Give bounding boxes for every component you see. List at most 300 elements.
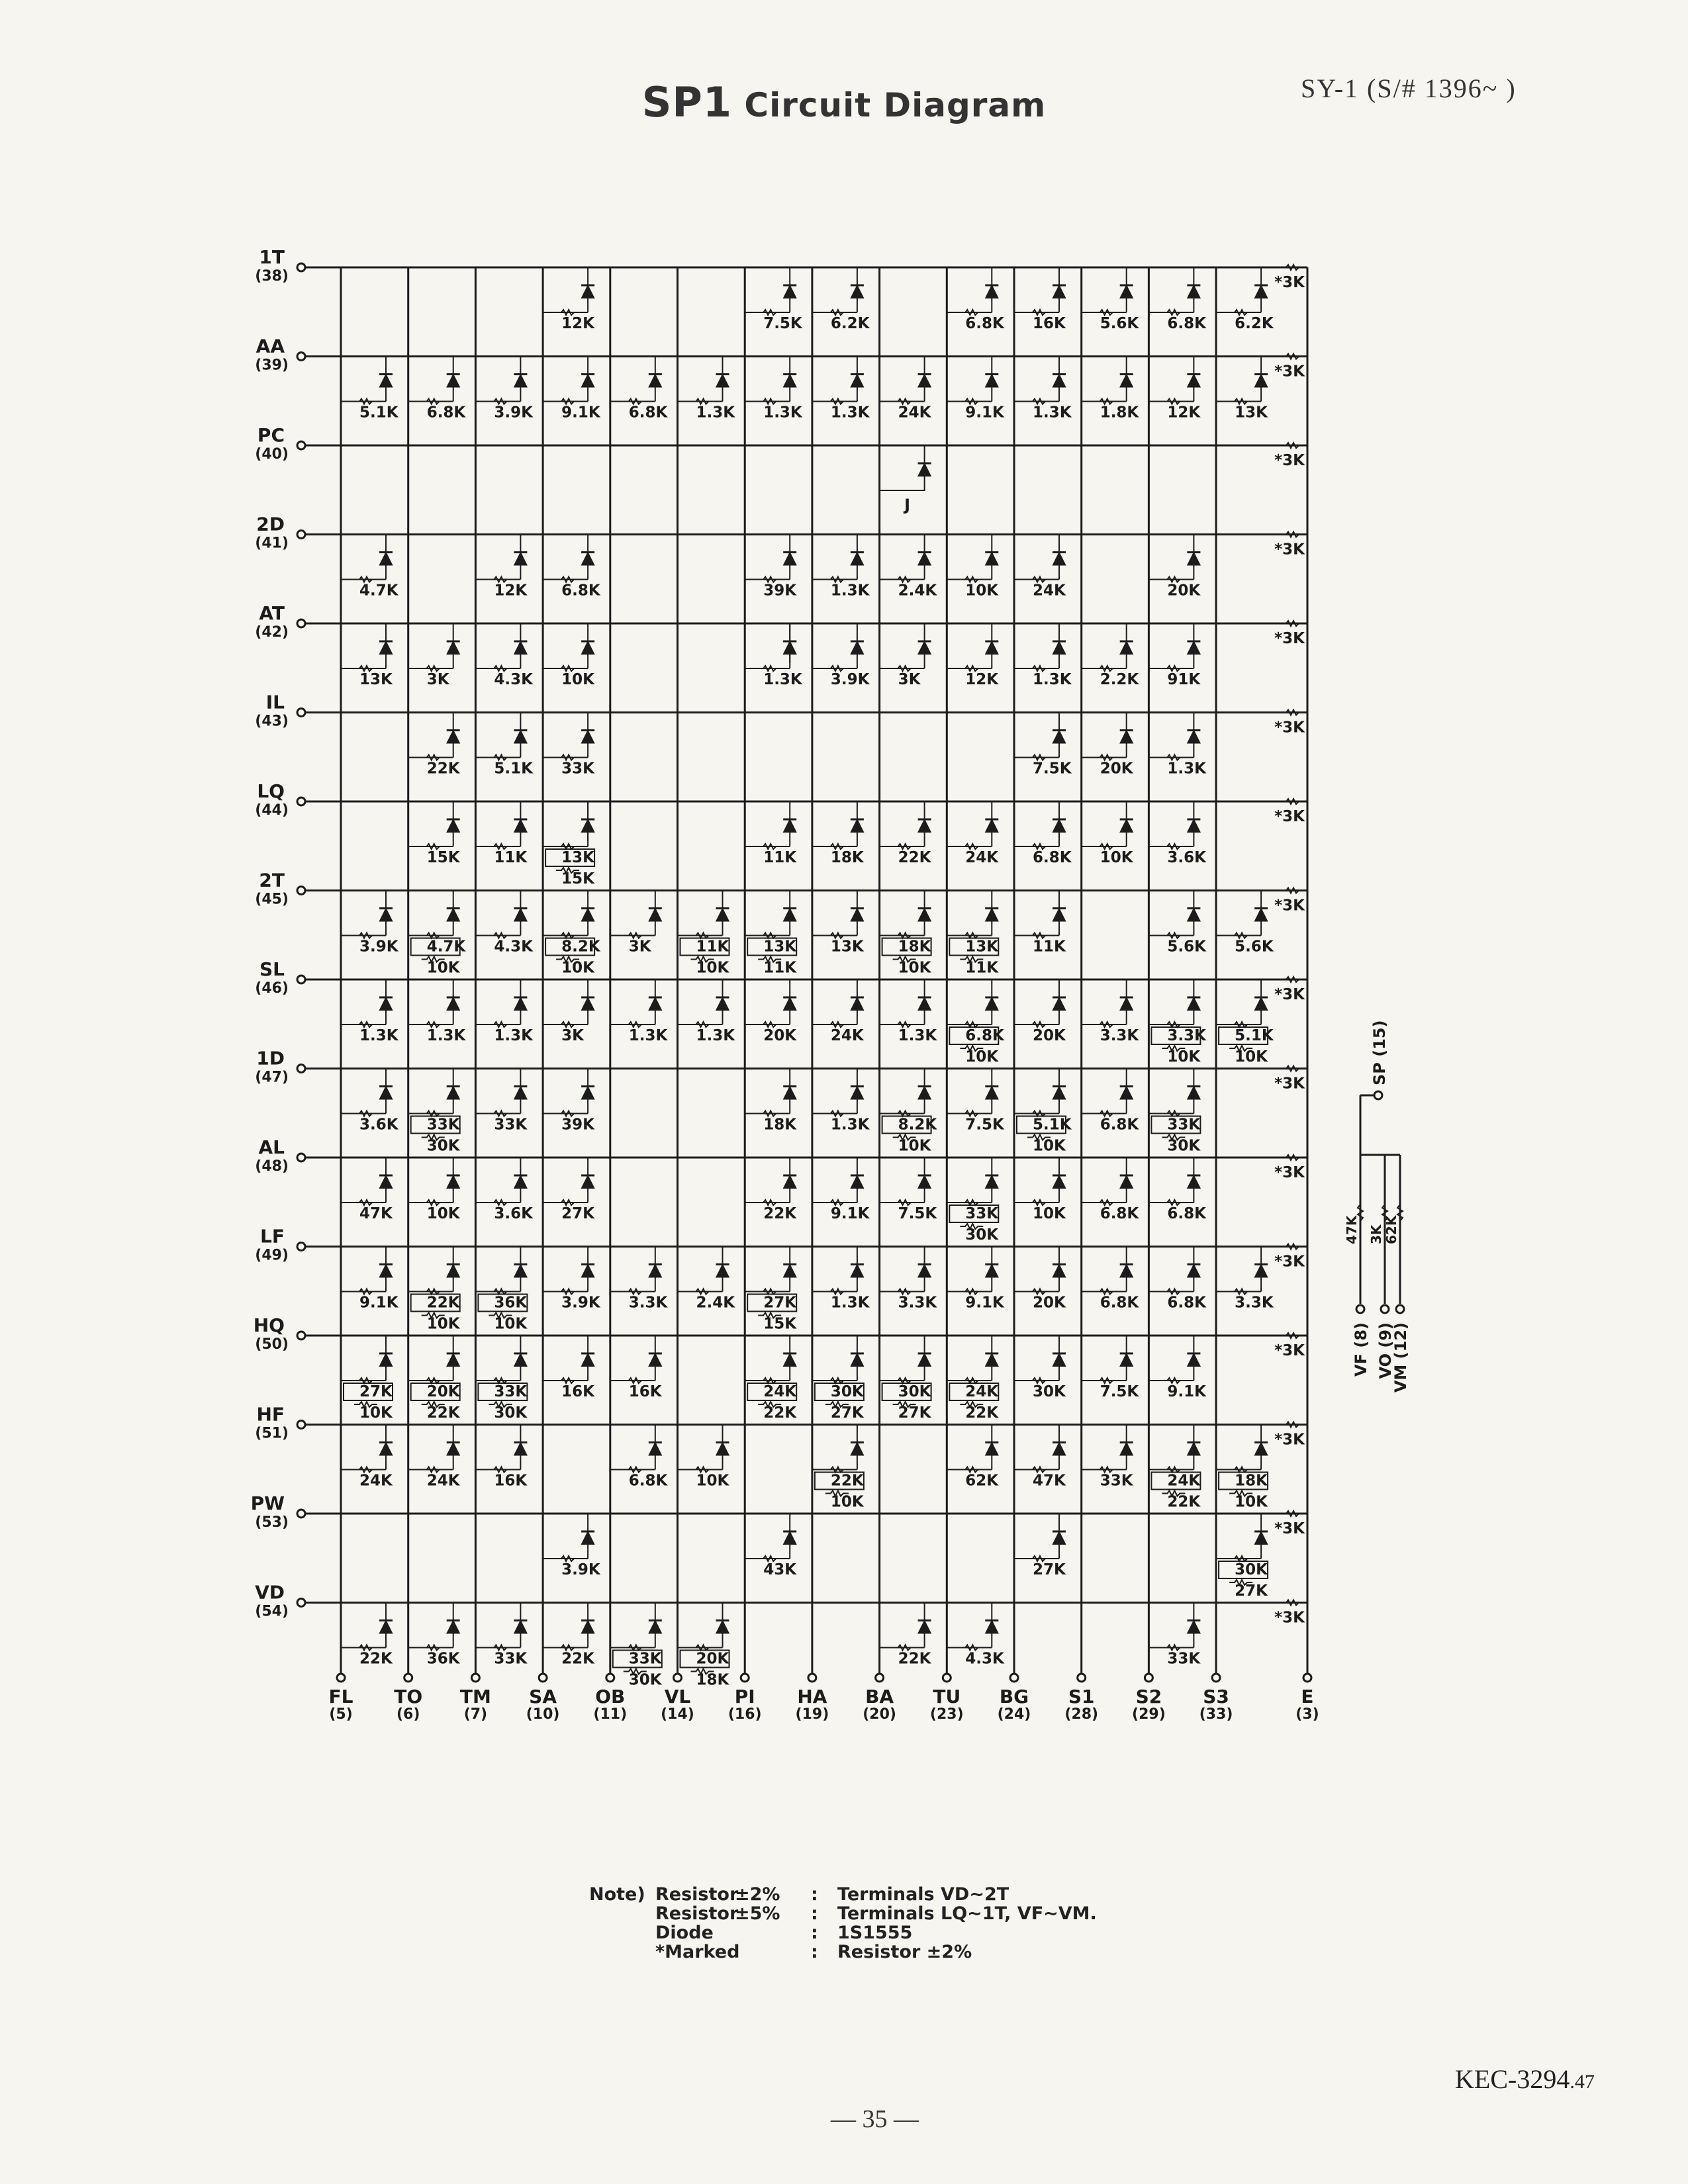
resistor-symbol (1027, 1022, 1051, 1027)
resistor-symbol (1229, 933, 1252, 938)
diode (783, 997, 796, 1010)
resistor-symbol (556, 844, 579, 849)
cell-sl-bg (1014, 979, 1059, 1024)
cell-aa-ob (610, 357, 655, 402)
diode (1053, 553, 1066, 565)
side-resistor-label: 62K (1383, 1215, 1399, 1244)
resistor-value: 33K (561, 760, 594, 778)
resistor-symbol (825, 1378, 849, 1383)
resistor-value: 3.9K (561, 1294, 600, 1312)
resistor-value: 12K (965, 671, 999, 688)
star-resistor-label: *3K (1274, 808, 1305, 825)
resistor-value: 24K (898, 404, 931, 422)
row-pin-vd: (54) (255, 1603, 289, 1620)
resistor-value: 24K (763, 1383, 797, 1400)
resistor-symbol (1095, 1111, 1118, 1116)
cell-aa-ha (812, 357, 857, 402)
diode (581, 641, 594, 654)
diode (783, 1265, 796, 1277)
resistor-value: 1.3K (830, 404, 870, 422)
resistor-symbol (1162, 1111, 1185, 1116)
resistor-value: 2.4K (696, 1294, 735, 1312)
resistor-symbol (556, 1645, 579, 1651)
cell-at-tu (947, 623, 992, 668)
resistor-value: 33K (494, 1116, 528, 1134)
column-pin-s3: (33) (1199, 1706, 1233, 1723)
cell-il-to (408, 713, 453, 758)
resistor-value: 11K (696, 938, 729, 956)
resistor-symbol (758, 1378, 781, 1383)
page-number: — 35 — (831, 2105, 919, 2133)
diode (447, 997, 460, 1010)
resistor-value: 15K (561, 870, 594, 887)
cell-1t-bg (1014, 267, 1059, 312)
cell-hq-bg (1014, 1336, 1059, 1381)
resistor-value: 30K (426, 1137, 460, 1155)
star-resistor-label: *3K (1274, 630, 1305, 647)
resistor-symbol (556, 310, 579, 315)
diode (918, 1353, 931, 1366)
cell-at-ba (880, 623, 925, 668)
resistor-symbol (354, 933, 377, 938)
note-line-1-item: Resistor (655, 1884, 739, 1905)
diode (1187, 1443, 1200, 1455)
column-terminal-s3 (1212, 1674, 1220, 1682)
diode (1053, 1443, 1066, 1455)
resistor-value: 1.3K (494, 1027, 533, 1044)
diode (447, 1621, 460, 1633)
column-terminal-e (1303, 1674, 1311, 1682)
diode (1120, 285, 1133, 298)
row-pin-at: (42) (255, 624, 289, 641)
star-resistor-symbol (1281, 1422, 1304, 1428)
cell-sl-vl (678, 979, 723, 1024)
resistor-value: 33K (1167, 1116, 1201, 1134)
cell-1t-s1 (1082, 267, 1127, 312)
star-resistor-symbol (1281, 1600, 1304, 1606)
cell-vd-tu (947, 1603, 992, 1648)
diode (783, 375, 796, 387)
resistor-value: 5.6K (1100, 315, 1139, 332)
resistor-value: 11K (1033, 938, 1066, 956)
cell-lq-tu (947, 801, 992, 846)
resistor-symbol (1027, 399, 1051, 404)
diode (1053, 1175, 1066, 1188)
row-terminal-pc (297, 441, 305, 449)
resistor-value: 1.3K (696, 404, 735, 422)
resistor-value: 1.3K (359, 1027, 399, 1044)
diode (379, 1087, 393, 1099)
resistor-symbol (422, 933, 445, 938)
diode (985, 1175, 998, 1188)
diode (851, 1265, 864, 1277)
cell-hf-s1 (1082, 1425, 1127, 1470)
cell-lf-vl (678, 1247, 723, 1292)
resistor-symbol (556, 1022, 579, 1027)
cell-1d-pi (745, 1069, 790, 1114)
resistor-symbol (825, 1467, 849, 1473)
diode (581, 375, 594, 387)
cell-vd-to (408, 1603, 453, 1648)
resistor-value: 1.3K (763, 404, 802, 422)
note-line-3-desc: 1S1555 (837, 1923, 913, 1943)
diode (514, 1087, 527, 1099)
resistor-value: 91K (1167, 671, 1201, 688)
resistor-symbol (825, 1111, 849, 1116)
cell-aa-to (408, 357, 453, 402)
diode (985, 1443, 998, 1455)
star-resistor-label: *3K (1274, 452, 1305, 469)
row-label-pw: PW (250, 1492, 285, 1514)
diode (1053, 731, 1066, 743)
diode (918, 909, 931, 921)
note-line-1-desc: Terminals VD~2T (837, 1884, 1009, 1905)
star-resistor-label: *3K (1274, 541, 1305, 559)
cell-1d-s1 (1082, 1069, 1127, 1114)
diode (447, 1087, 460, 1099)
diode (1120, 731, 1133, 743)
star-resistor-symbol (1281, 1511, 1304, 1516)
side-terminal-0 (1356, 1305, 1364, 1313)
row-pin-lq: (44) (255, 802, 289, 819)
resistor-value: 22K (763, 1205, 797, 1222)
resistor-value: 39K (561, 1116, 594, 1134)
diode (716, 375, 729, 387)
note-line-3-item: Diode (655, 1923, 714, 1943)
column-pin-ha: (19) (795, 1706, 829, 1723)
resistor-value: 16K (561, 1383, 594, 1400)
resistor-symbol (489, 399, 512, 404)
resistor-value: 1.3K (830, 582, 870, 600)
cell-1t-s3 (1216, 267, 1261, 312)
resistor-symbol (1095, 666, 1118, 671)
column-terminal-vl (674, 1674, 682, 1682)
column-terminal-ob (606, 1674, 614, 1682)
cell-1t-sa (543, 267, 588, 312)
column-pin-tm: (7) (463, 1706, 488, 1723)
resistor-value: 20K (426, 1383, 460, 1400)
resistor-value: 20K (696, 1650, 729, 1668)
column-pin-pi: (16) (727, 1706, 762, 1723)
star-resistor-label: *3K (1274, 897, 1305, 915)
diode (1120, 641, 1133, 654)
diode (783, 1531, 796, 1544)
resistor-value: 33K (426, 1116, 460, 1134)
resistor-symbol (1095, 1022, 1118, 1027)
resistor-symbol (624, 399, 647, 404)
cell-hf-vl (678, 1425, 723, 1470)
resistor-symbol (1027, 666, 1051, 671)
cell-at-fl (341, 623, 386, 668)
row-terminal-2t (297, 887, 305, 895)
note-line-4-colon: : (811, 1942, 818, 1962)
resistor-symbol (1229, 1467, 1252, 1473)
cell-aa-ba (880, 357, 925, 402)
resistor-symbol (624, 1645, 647, 1651)
diode (783, 1353, 796, 1366)
resistor-symbol (489, 844, 512, 849)
resistor-value: 10K (696, 959, 729, 977)
resistor-symbol (758, 310, 781, 315)
resistor-symbol (1027, 1556, 1051, 1561)
resistor-symbol (758, 1556, 781, 1561)
diode (1120, 375, 1133, 387)
resistor-value: 18K (696, 1671, 729, 1689)
document-code (1455, 2064, 1595, 2095)
diode (447, 819, 460, 832)
diode (581, 1087, 594, 1099)
resistor-value: 3.3K (1235, 1294, 1274, 1312)
resistor-symbol (825, 666, 849, 671)
resistor-symbol (758, 933, 781, 938)
diode (1053, 909, 1066, 921)
star-resistor-symbol (1281, 1244, 1304, 1250)
row-pin-pc: (40) (255, 446, 289, 463)
resistor-value: 3K (426, 671, 449, 688)
diode (1254, 997, 1268, 1010)
diode (918, 819, 931, 832)
diode (918, 1175, 931, 1188)
cell-2d-fl (341, 535, 386, 580)
resistor-symbol (893, 399, 916, 404)
row-label-at: AT (259, 602, 285, 624)
cell-il-bg (1014, 713, 1059, 758)
resistor-value: 7.5K (965, 1116, 1004, 1134)
resistor-value: 24K (426, 1472, 460, 1490)
cell-hf-bg (1014, 1425, 1059, 1470)
resistor-symbol (624, 1378, 647, 1383)
resistor-value: 2.2K (1100, 671, 1139, 688)
star-resistor-label: *3K (1274, 363, 1305, 381)
resistor-symbol (893, 1378, 916, 1383)
resistor-value: 10K (561, 671, 594, 688)
resistor-value: 4.3K (494, 671, 533, 688)
cell-vd-sa (543, 1603, 588, 1648)
resistor-value: 1.3K (898, 1027, 937, 1044)
resistor-value: 10K (898, 1137, 931, 1155)
resistor-symbol (1095, 844, 1118, 849)
diode (783, 641, 796, 654)
resistor-value: 6.8K (1167, 315, 1206, 332)
diode (1053, 1353, 1066, 1366)
column-label-ob: OB (595, 1686, 626, 1707)
cell-aa-vl (678, 357, 723, 402)
cell-lq-s2 (1149, 801, 1194, 846)
resistor-value: 1.3K (628, 1027, 668, 1044)
resistor-value: 11K (763, 959, 797, 977)
cell-al-s2 (1149, 1158, 1194, 1203)
diode (1187, 997, 1200, 1010)
resistor-symbol (893, 844, 916, 849)
resistor-value: 5.1K (494, 760, 533, 778)
diode (1053, 375, 1066, 387)
diode (783, 1087, 796, 1099)
star-resistor-label: *3K (1274, 274, 1305, 291)
resistor-value: 22K (426, 1294, 460, 1312)
cell-vd-ba (880, 1603, 925, 1648)
resistor-symbol (422, 1467, 445, 1473)
diode (716, 1443, 729, 1455)
diode (379, 997, 393, 1010)
column-label-sa: SA (529, 1686, 557, 1707)
cell-aa-fl (341, 357, 386, 402)
resistor-symbol (758, 1111, 781, 1116)
diode (581, 1265, 594, 1277)
resistor-value: 7.5K (1033, 760, 1072, 778)
diode (379, 553, 393, 565)
star-resistor-symbol (1281, 1155, 1304, 1160)
resistor-value: 27K (898, 1404, 931, 1422)
cell-pw-bg (1014, 1514, 1059, 1559)
resistor-value: 9.1K (1167, 1383, 1206, 1400)
resistor-symbol (489, 1378, 512, 1383)
diode (1120, 1443, 1133, 1455)
diode (1120, 1087, 1133, 1099)
resistor-symbol (624, 1467, 647, 1473)
resistor-value: 30K (898, 1383, 931, 1400)
resistor-value: 3.9K (359, 938, 399, 956)
resistor-symbol (691, 399, 714, 404)
diode (985, 997, 998, 1010)
cell-il-sa (543, 713, 588, 758)
row-terminal-lq (297, 797, 305, 805)
resistor-symbol (1162, 1645, 1185, 1651)
resistor-symbol (825, 577, 849, 582)
diode (379, 375, 393, 387)
star-resistor-symbol (1281, 799, 1304, 804)
resistor-symbol (422, 844, 445, 849)
star-resistor-label: *3K (1274, 1253, 1305, 1271)
diode (1120, 997, 1133, 1010)
row-label-vd: VD (255, 1581, 285, 1604)
resistor-value: 15K (426, 849, 460, 866)
column-pin-sa: (10) (526, 1706, 560, 1723)
resistor-symbol (691, 1467, 714, 1473)
cell-aa-s2 (1149, 357, 1194, 402)
cell-aa-sa (543, 357, 588, 402)
column-label-to: TO (394, 1686, 423, 1707)
resistor-value: 33K (1167, 1650, 1201, 1668)
row-terminal-aa (297, 353, 305, 361)
diode (783, 909, 796, 921)
diode (1187, 909, 1200, 921)
resistor-value: 27K (1235, 1582, 1268, 1600)
resistor-symbol (1027, 1467, 1051, 1473)
diode (1053, 997, 1066, 1010)
resistor-symbol (354, 1645, 377, 1651)
resistor-symbol (1162, 1289, 1185, 1295)
resistor-symbol (1027, 1200, 1051, 1205)
row-label-pc: PC (257, 424, 285, 446)
resistor-value: 27K (830, 1404, 864, 1422)
side-resistor-label: 3K (1368, 1224, 1384, 1244)
resistor-value: 18K (830, 849, 864, 866)
resistor-value: 33K (628, 1650, 662, 1668)
diode (783, 285, 796, 298)
resistor-value: 6.8K (1167, 1205, 1206, 1222)
resistor-symbol (1162, 755, 1185, 760)
resistor-symbol (1095, 1200, 1118, 1205)
diode (1187, 553, 1200, 565)
resistor-value: 12K (1167, 404, 1201, 422)
cell-2t-ob (610, 891, 655, 936)
cell-lf-ob (610, 1247, 655, 1292)
resistor-value: 1.3K (1167, 760, 1206, 778)
diode (581, 1531, 594, 1544)
note-line-2-tol: ±5% (735, 1903, 780, 1924)
resistor-symbol (758, 844, 781, 849)
star-resistor-symbol (1281, 1333, 1304, 1338)
resistor-symbol (489, 1022, 512, 1027)
diode (1187, 641, 1200, 654)
diode (1254, 1265, 1268, 1277)
diode (1053, 1265, 1066, 1277)
resistor-value: 13K (1235, 404, 1268, 422)
diode (1254, 1443, 1268, 1455)
cell-lq-to (408, 801, 453, 846)
resistor-symbol (1095, 1378, 1118, 1383)
cell-lf-bg (1014, 1247, 1059, 1292)
cell-al-to (408, 1158, 453, 1203)
resistor-symbol (556, 933, 579, 938)
column-label-fl: FL (328, 1686, 353, 1707)
diode (851, 1353, 864, 1366)
star-resistor-symbol (1281, 532, 1304, 537)
cell-il-tm (475, 713, 520, 758)
resistor-symbol (556, 1556, 579, 1561)
cell-2t-ha (812, 891, 857, 936)
resistor-symbol (489, 1467, 512, 1473)
resistor-value: 30K (830, 1383, 864, 1400)
note-line-4-item: *Marked (655, 1942, 740, 1962)
resistor-symbol (624, 933, 647, 938)
cell-vd-s2 (1149, 1603, 1194, 1648)
cell-sl-tm (475, 979, 520, 1024)
resistor-symbol (1162, 577, 1185, 582)
resistor-symbol (758, 1022, 781, 1027)
cell-il-s1 (1082, 713, 1127, 758)
row-label-lq: LQ (257, 780, 285, 802)
diode (514, 553, 527, 565)
resistor-value: 5.1K (1235, 1027, 1274, 1044)
diode (985, 1265, 998, 1277)
resistor-value: 3.3K (898, 1294, 937, 1312)
cell-1d-ha (812, 1069, 857, 1114)
resistor-symbol (825, 1200, 849, 1205)
resistor-value: 5.1K (1033, 1116, 1072, 1134)
cell-il-s2 (1149, 713, 1194, 758)
resistor-value: 30K (965, 1226, 999, 1244)
cell-lq-bg (1014, 801, 1059, 846)
note-line-3-tol (735, 1923, 811, 1942)
cell-sl-to (408, 979, 453, 1024)
column-terminal-bg (1010, 1674, 1018, 1682)
resistor-symbol (691, 1289, 714, 1295)
row-pin-1t: (38) (255, 268, 289, 285)
note-line-1-colon: : (811, 1884, 818, 1905)
diode (649, 375, 662, 387)
diode (918, 641, 931, 654)
resistor-symbol (354, 1022, 377, 1027)
cell-vd-fl (341, 1603, 386, 1648)
resistor-symbol (960, 844, 983, 849)
column-terminal-pi (741, 1674, 749, 1682)
cell-lq-tm (475, 801, 520, 846)
cell-aa-tm (475, 357, 520, 402)
resistor-symbol (758, 1200, 781, 1205)
column-label-vl: VL (664, 1686, 691, 1707)
resistor-symbol (758, 1289, 781, 1295)
